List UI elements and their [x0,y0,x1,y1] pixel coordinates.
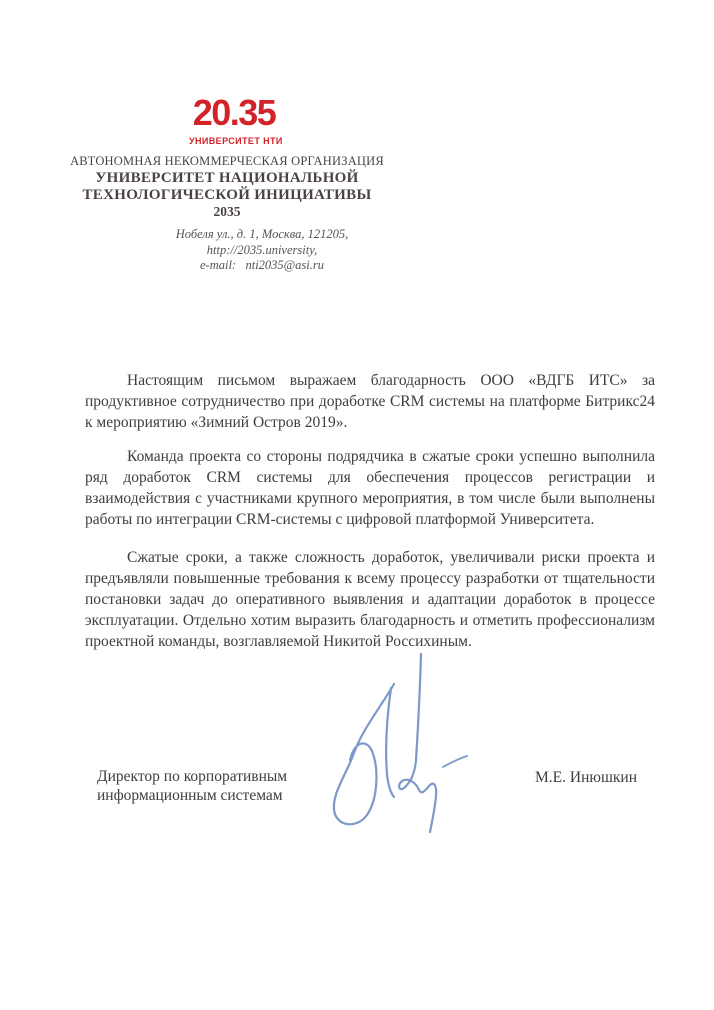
signature-loop-stroke [334,684,394,824]
signature-ink [312,650,477,835]
paragraph-gratitude: Настоящим письмом выражаем благодарность ООО «ВДГБ ИТС» за продуктивное сотрудничество при доработке CRM системы на платформе Битрикс24 к мероприятию «Зимний Остров 2019». [85,372,655,431]
logo-caption: УНИВЕРСИТЕТ НТИ [189,136,283,146]
organization-type: АВТОНОМНАЯ НЕКОММЕРЧЕСКАЯ ОРГАНИЗАЦИЯ [70,154,384,168]
university-2035-logo [189,92,283,146]
signer-name: М.Е. Инюшкин [535,769,637,786]
letter-body [85,370,655,652]
signature-middle-stroke [386,688,394,797]
logo-2035-number: 20.35 [192,92,276,133]
signer-job-title [97,767,287,805]
postal-address: Нобеля ул., д. 1, Москва, 121205, [175,227,349,241]
organization-name-year: 2035 [213,204,241,219]
organization-name-line1: УНИВЕРСИТЕТ НАЦИОНАЛЬНОЙ [95,170,359,186]
signature-tall-stroke [399,654,436,832]
signer-job-title-line2: информационным системам [97,787,283,804]
paragraph-project-work: Команда проекта со стороны подрядчика в сжатые сроки успешно выполнила ряд доработок CRM системы для обеспечения процессов регистрации и взаимодействия с участниками крупного мероприятия, в том числе были выполнены работы по интеграции CRM-системы с цифровой платформой Университета. [85,448,655,528]
website-url: http://2035.university, [206,242,318,257]
organization-name-block [30,153,424,220]
signer-job-title-line1: Директор по корпоративным [97,768,288,785]
email-address: e-mail: nti2035@asi.ru [200,258,324,272]
paragraph-risks-and-team: Сжатые сроки, а также сложность доработок, увеличивали риски проекта и предъявляли повышенные требования к всему процессу разработки от тщательности постановки задач до оперативного выявления и адаптации доработок в процессе эксплуатации. Отдельно хотим выразить благодарность и отметить профессионализм проектной команды, возглавляемой Никитой Россихиным. [85,549,655,650]
organization-name-line2: ТЕХНОЛОГИЧЕСКОЙ ИНИЦИАТИВЫ [82,187,372,203]
contact-address-block [112,227,412,274]
signature-dash-stroke [443,756,467,767]
